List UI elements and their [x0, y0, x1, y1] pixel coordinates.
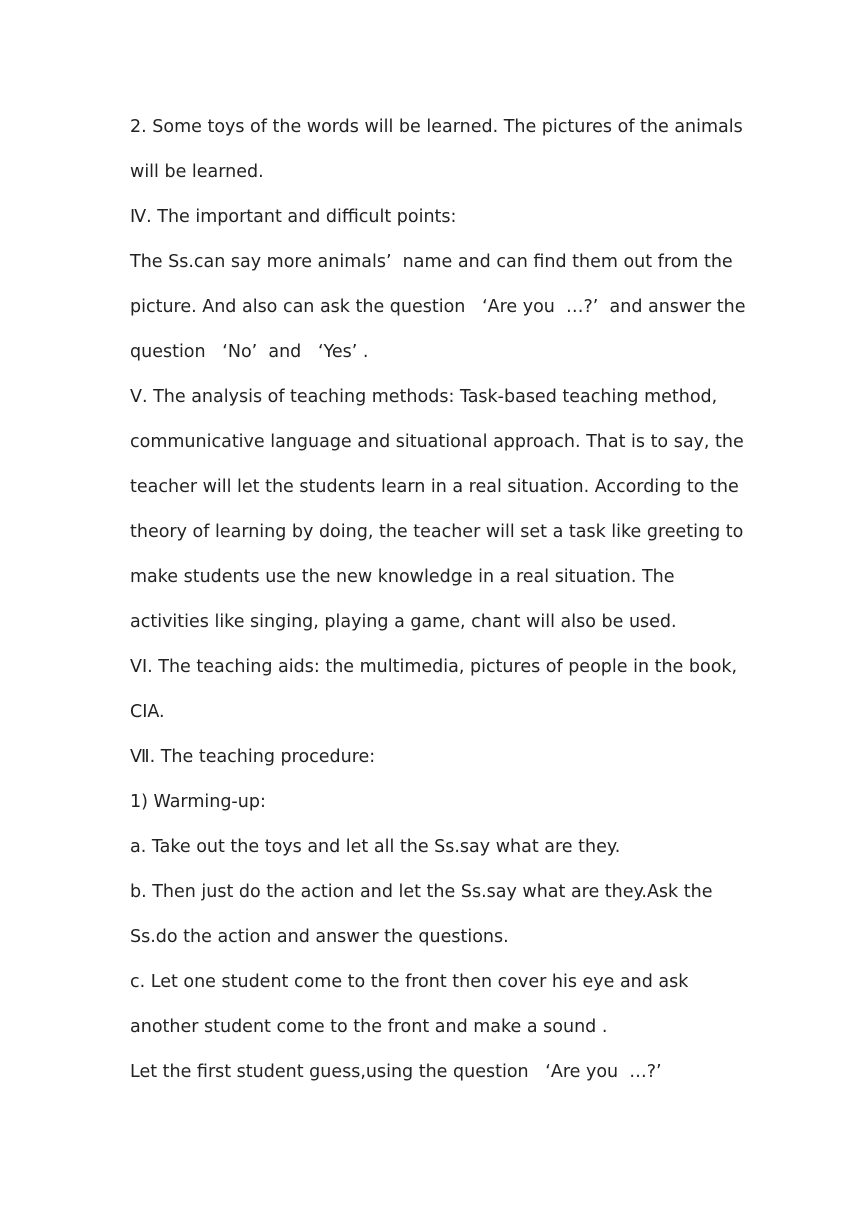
text-line: activities like singing, playing a game, chant will also be used.: [130, 612, 677, 632]
list-item: b. Then just do the action and let the Ss.say what are they.Ask the: [130, 882, 713, 902]
list-item: a. Take out the toys and let all the Ss.say what are they.: [130, 837, 621, 857]
text-line: make students use the new knowledge in a real situation. The: [130, 567, 675, 587]
text-line: The Ss.can say more animals’ name and can find them out from the: [130, 252, 733, 272]
text-line: question ‘No’ and ‘Yes’ .: [130, 342, 369, 362]
text-line: Ss.do the action and answer the questions.: [130, 927, 509, 947]
text-line: communicative language and situational approach. That is to say, the: [130, 432, 744, 452]
text-line: 2. Some toys of the words will be learned. The pictures of the animals: [130, 117, 743, 137]
subsection-heading: 1) Warming-up:: [130, 792, 266, 812]
section-heading: Ⅴ. The analysis of teaching methods: Task-based teaching method,: [130, 387, 718, 407]
section-heading: VI. The teaching aids: the multimedia, pictures of people in the book,: [130, 657, 738, 677]
document-body: [130, 105, 746, 1095]
section-heading: Ⅶ. The teaching procedure:: [130, 747, 376, 767]
text-line: Let the first student guess,using the question ‘Are you …?’: [130, 1062, 662, 1082]
text-line: picture. And also can ask the question ‘Are you …?’ and answer the: [130, 297, 746, 317]
text-line: CIA.: [130, 702, 165, 722]
list-item: c. Let one student come to the front then cover his eye and ask: [130, 972, 689, 992]
text-line: another student come to the front and make a sound .: [130, 1017, 608, 1037]
text-line: teacher will let the students learn in a real situation. According to the: [130, 477, 739, 497]
text-line: theory of learning by doing, the teacher will set a task like greeting to: [130, 522, 744, 542]
section-heading: Ⅳ. The important and difficult points:: [130, 207, 457, 227]
text-line: will be learned.: [130, 162, 264, 182]
